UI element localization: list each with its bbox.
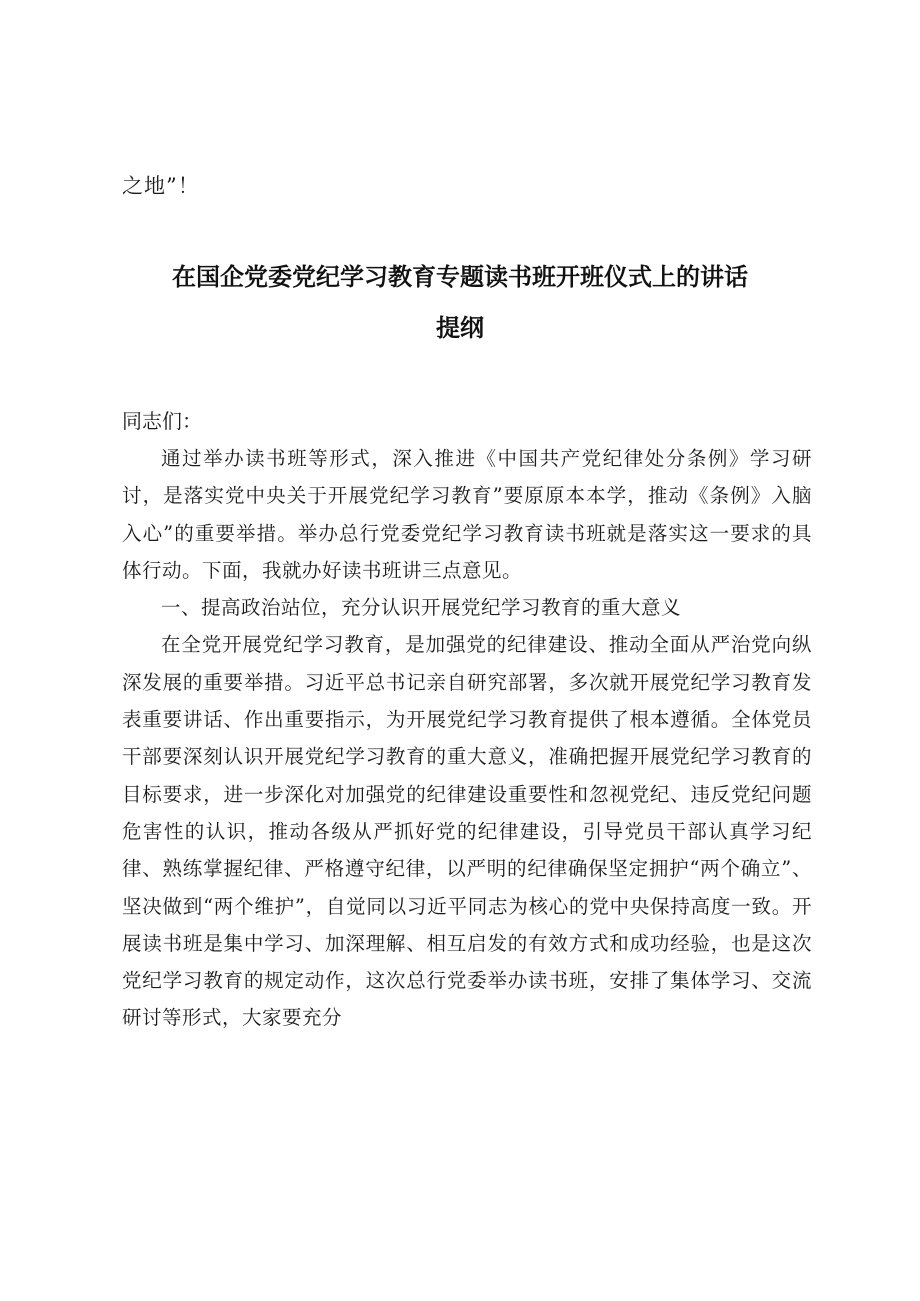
paragraph-intro: 通过举办读书班等形式，深入推进《中国共产党纪律处分条例》学习研讨，是落实党中央关于开展党纪学习教育”要原原本本学，推动《条例》入脑入心”的重要举措。举办总行党委党纪学习教育读书班就是落实这一要求的具体行动。下面，我就办好读书班讲三点意见。 (122, 447, 812, 582)
salutation: 同志们： (122, 409, 202, 433)
document-title-line-1: 在国企党委党纪学习教育专题读书班开班仪式上的讲话 (172, 263, 748, 291)
carry-over-text: 之地”！ (122, 174, 200, 198)
document-title-line-2: 提纲 (436, 314, 484, 342)
section-heading-one: 一、提高政治站位，充分认识开展党纪学习教育的重大意义 (161, 596, 682, 620)
body-text (122, 440, 812, 1037)
paragraph-section-one: 在全党开展党纪学习教育，是加强党的纪律建设、推动全面从严治党向纵深发展的重要举措。习近平总书记亲自研究部署，多次就开展党纪学习教育发表重要讲话、作出重要指示，为开展党纪学习教育提供了根本遵循。全体党员干部要深刻认识开展党纪学习教育的重大意义，准确把握开展党纪学习教育的目标要求，进一步深化对加强党的纪律建设重要性和忽视党纪、违反党纪问题危害性的认识，推动各级从严抓好党的纪律建设，引导党员干部认真学习纪律、熟练掌握纪律、严格遵守纪律，以严明的纪律确保坚定拥护“两个确立”、坚决做到“两个维护”，自觉同以习近平同志为核心的党中央保持高度一致。开展读书班是集中学习、加深理解、相互启发的有效方式和成功经验，也是这次党纪学习教育的规定动作，这次总行党委举办读书班，安排了集体学习、交流研讨等形式，大家要充分 (122, 633, 812, 1030)
